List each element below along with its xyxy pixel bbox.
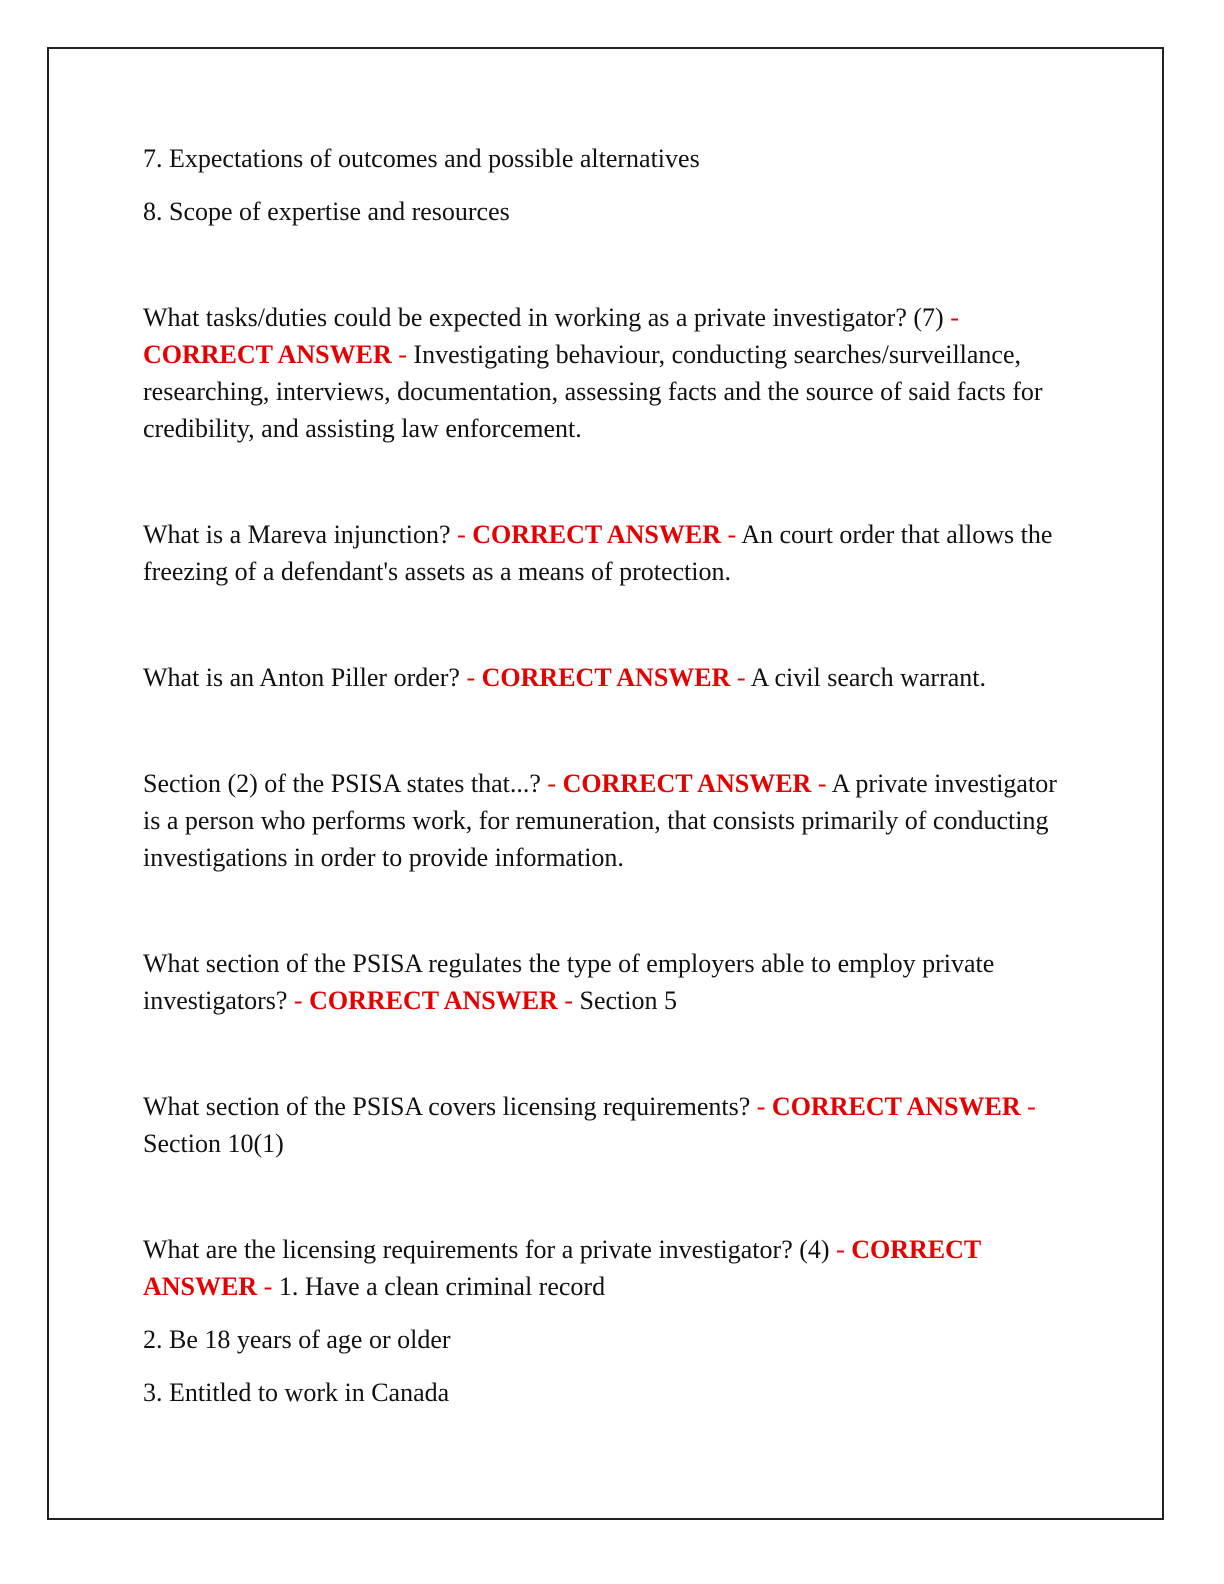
correct-answer-label: CORRECT ANSWER	[143, 340, 392, 369]
document-body	[143, 140, 1073, 1411]
question-text: What is a Mareva injunction?	[143, 520, 451, 549]
list-item: 8. Scope of expertise and resources	[143, 197, 510, 226]
answer-text: Section 5	[579, 986, 678, 1015]
answer-separator: -	[727, 520, 737, 549]
list-item: 2. Be 18 years of age or older	[143, 1325, 451, 1354]
qa-entry	[143, 659, 1073, 696]
question-text: What tasks/duties could be expected in working as a private investigator? (7)	[143, 303, 944, 332]
qa-entry	[143, 516, 1073, 590]
answer-separator: -	[457, 520, 466, 549]
answer-separator: -	[263, 1272, 273, 1301]
list-item: 7. Expectations of outcomes and possible alternatives	[143, 144, 700, 173]
answer-separator: -	[547, 769, 557, 798]
correct-answer-label: CORRECT ANSWER	[771, 1092, 1021, 1121]
qa-entry	[143, 299, 1073, 447]
correct-answer-label: CORRECT ANSWER	[309, 986, 558, 1015]
answer-separator: -	[756, 1092, 766, 1121]
answer-separator: -	[564, 986, 574, 1015]
answer-text: A private investigator is a person who performs work, for remuneration, that consists primarily of conducting investigations in order to provide information.	[143, 769, 1057, 872]
correct-answer-label: CORRECT ANSWER	[481, 663, 731, 692]
answer-text: 1. Have a clean criminal record	[278, 1272, 606, 1301]
answer-separator: -	[466, 663, 476, 692]
answer-text: Section 10(1)	[143, 1129, 284, 1158]
answer-separator: -	[398, 340, 407, 369]
qa-entry	[143, 945, 1073, 1019]
question-text: Section (2) of the PSISA states that...?	[143, 769, 541, 798]
answer-separator: -	[836, 1235, 845, 1264]
answer-separator: -	[950, 303, 959, 332]
answer-text: A civil search warrant.	[750, 663, 987, 692]
question-text: What are the licensing requirements for a private investigator? (4)	[143, 1235, 830, 1264]
answer-separator: -	[293, 986, 303, 1015]
correct-answer-label: CORRECT ANSWER	[562, 769, 812, 798]
answer-separator: -	[817, 769, 827, 798]
question-text: What is an Anton Piller order?	[143, 663, 460, 692]
list-item: 3. Entitled to work in Canada	[143, 1378, 450, 1407]
correct-answer-label: CORRECT ANSWER	[143, 1235, 981, 1301]
answer-text: An court order that allows the freezing of a defendant's assets as a means of protection.	[143, 520, 1053, 586]
correct-answer-label: CORRECT ANSWER	[472, 520, 721, 549]
answer-text: Investigating behaviour, conducting searches/surveillance, researching, interviews, documentation, assessing facts and the source of said facts for credibility, and assisting law enforcement.	[143, 340, 1043, 443]
qa-entry	[143, 1088, 1073, 1162]
question-text: What section of the PSISA covers licensing requirements?	[143, 1092, 751, 1121]
question-text: What section of the PSISA regulates the type of employers able to employ private investigators?	[143, 949, 995, 1015]
answer-separator: -	[1027, 1092, 1036, 1121]
qa-entry	[143, 1231, 1073, 1305]
answer-separator: -	[736, 663, 746, 692]
qa-entry	[143, 765, 1073, 876]
